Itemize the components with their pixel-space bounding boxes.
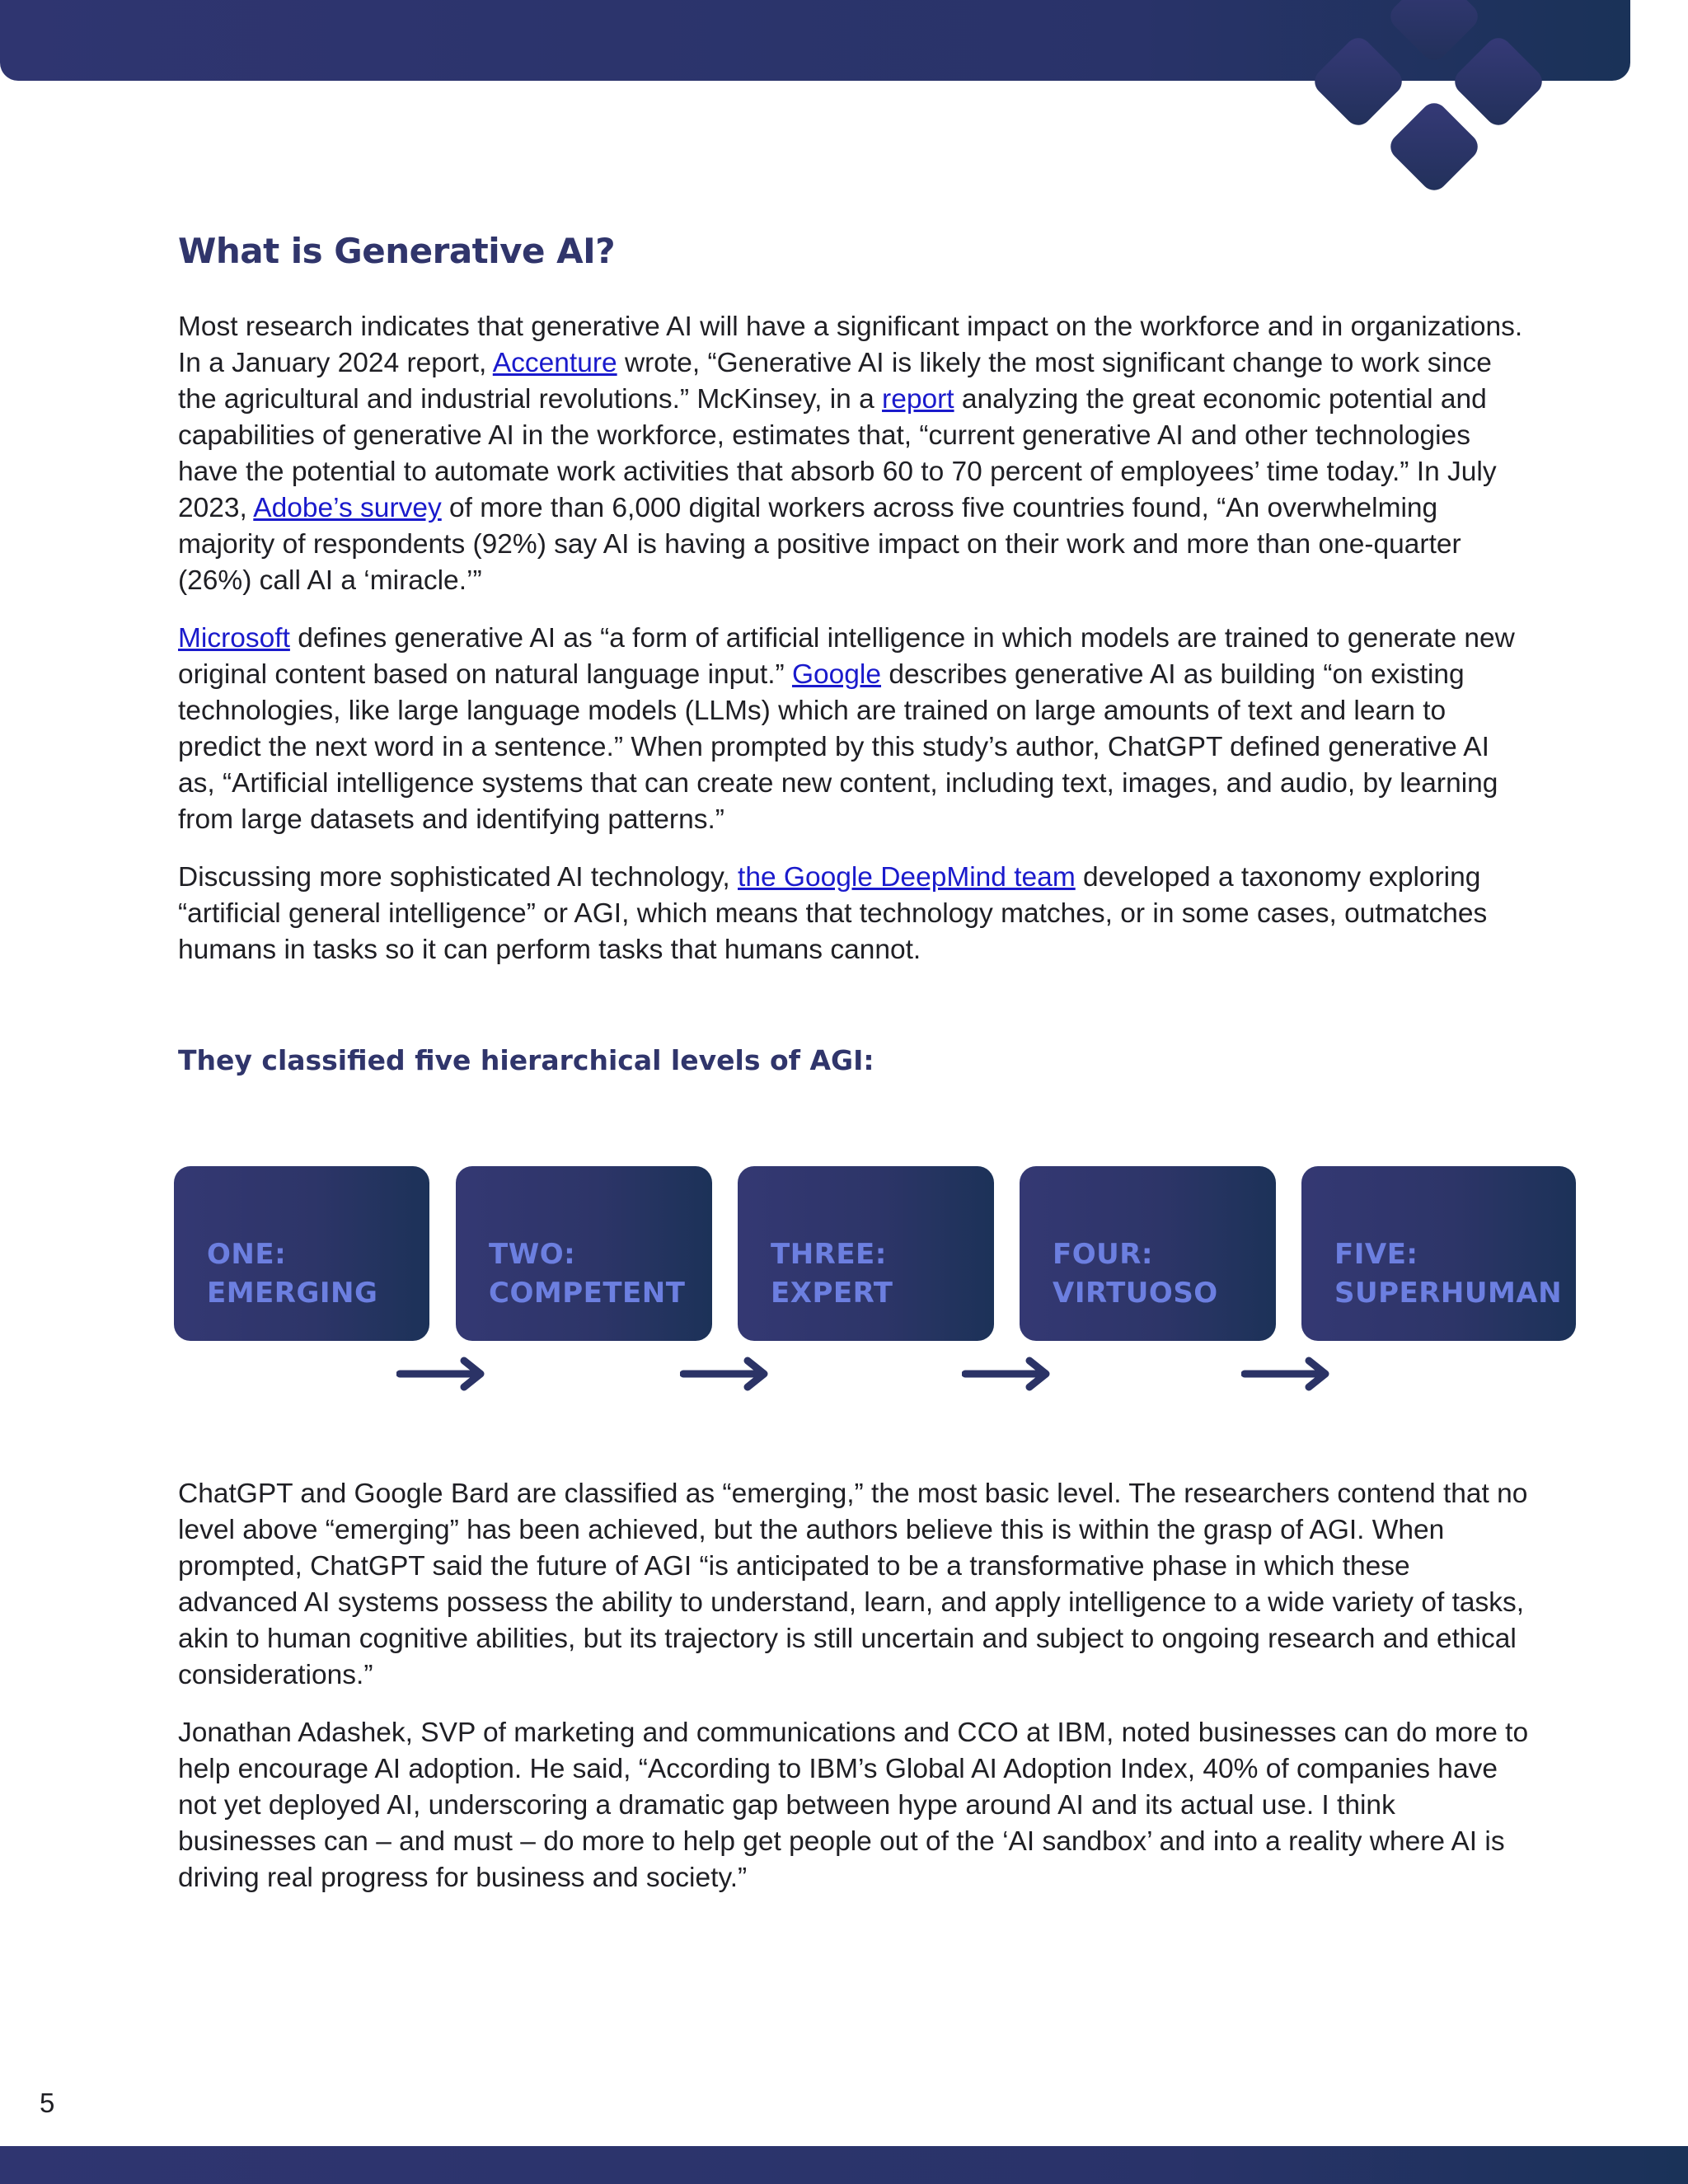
paragraph-2	[178, 621, 1530, 838]
paragraph-text: Most research indicates that generative AI will have a significant impact on the workforce and in organizations. In a January 2024 report,	[178, 312, 1523, 378]
lower-content	[178, 1476, 1530, 1896]
paragraph-4: ChatGPT and Google Bard are classified as “emerging,” the most basic level. The researchers contend that no level above “emerging” has been achieved, but the authors believe this is within the grasp of AGI. When prompted, ChatGPT said the future of AGI “is anticipated to be a transformative phase in which these advanced AI systems possess the ability to understand, learn, and apply intelligence to a wide variety of tasks, akin to human cognitive abilities, but its trajectory is still uncertain and subject to ongoing research and ethical considerations.”	[178, 1479, 1528, 1690]
paragraph-text: of more than 6,000 digital workers across five countries found, “An overwhelming majority of respondents (92%) say AI is having a positive impact on their work and more than one-quarter (26%) call AI a ‘miracle.’”	[178, 493, 1461, 596]
paragraph-text: developed a taxonomy exploring “artificial general intelligence” or AGI, which means that technology matches, or in some cases, outmatches humans in tasks so it can perform tasks that humans cannot.	[178, 862, 1488, 965]
accenture-link[interactable]: Accenture	[492, 348, 617, 378]
paragraph-text: analyzing the great economic potential and capabilities of generative AI in the workforce, estimates that, “current generative AI and other technologies have the potential to automate work activities that absorb 60 to 70 percent of employees’ time today.” In July 2023,	[178, 384, 1497, 523]
level-card-virtuoso	[1020, 1166, 1276, 1341]
page-title: What is Generative AI?	[178, 231, 616, 271]
google-deepmind-link[interactable]: the Google DeepMind team	[738, 862, 1076, 893]
level-card-competent	[456, 1166, 712, 1341]
level-card-superhuman	[1301, 1166, 1576, 1341]
mckinsey-report-link[interactable]: report	[882, 384, 954, 415]
level-number: ONE:	[207, 1238, 287, 1271]
level-name: EMERGING	[207, 1277, 378, 1310]
level-number: THREE:	[771, 1238, 887, 1271]
level-number: FOUR:	[1053, 1238, 1154, 1271]
section-subheading: They classified five hierarchical levels of AGI:	[178, 1044, 874, 1076]
google-link[interactable]: Google	[791, 659, 882, 690]
level-card-emerging	[174, 1166, 429, 1341]
main-content	[178, 231, 1530, 1076]
footer-band	[0, 2146, 1688, 2184]
level-name: VIRTUOSO	[1053, 1277, 1218, 1310]
paragraph-3	[178, 860, 1530, 968]
level-name: COMPETENT	[489, 1277, 686, 1310]
paragraph-1	[178, 309, 1530, 599]
microsoft-link[interactable]: Microsoft	[178, 623, 290, 654]
arrow-right-icon	[396, 1357, 492, 1391]
adobe-survey-link[interactable]: Adobe’s survey	[253, 493, 442, 523]
arrow-right-icon	[962, 1357, 1057, 1391]
level-name: EXPERT	[771, 1277, 893, 1310]
level-card-expert	[738, 1166, 994, 1341]
arrow-right-icon	[680, 1357, 776, 1391]
arrow-right-icon	[1241, 1357, 1337, 1391]
paragraph-text: Discussing more sophisticated AI technology,	[178, 862, 738, 893]
paragraph-5: Jonathan Adashek, SVP of marketing and communications and CCO at IBM, noted businesses can do more to help encourage AI adoption. He said, “According to IBM’s Global AI Adoption Index, 40% of companies have not yet deployed AI, underscoring a dramatic gap between hype around AI and its actual use. I think businesses can – and must – do more to help get people out of the ‘AI sandbox’ and into a reality where AI is driving real progress for business and society.”	[178, 1718, 1529, 1893]
paragraph-text: defines generative AI as “a form of artificial intelligence in which models are trained to generate new original content based on natural language input.”	[178, 623, 1515, 690]
decorative-diamond	[1386, 98, 1484, 196]
paragraph-text: describes generative AI as building “on existing technologies, like large language models (LLMs) which are trained on large amounts of text and learn to predict the next word in a sentence.” When prompted by this study’s author, ChatGPT defined generative AI as, “Artificial intelligence systems that can create new content, including text, images, and audio, by learning from large datasets and identifying patterns.”	[178, 659, 1498, 835]
level-number: TWO:	[489, 1238, 576, 1271]
paragraph-text: wrote, “Generative AI is likely the most significant change to work since the agricultural and industrial revolutions.” McKinsey, in a	[178, 348, 1492, 415]
page-number: 5	[40, 2088, 55, 2118]
level-name: SUPERHUMAN	[1334, 1277, 1563, 1310]
level-number: FIVE:	[1334, 1238, 1418, 1271]
